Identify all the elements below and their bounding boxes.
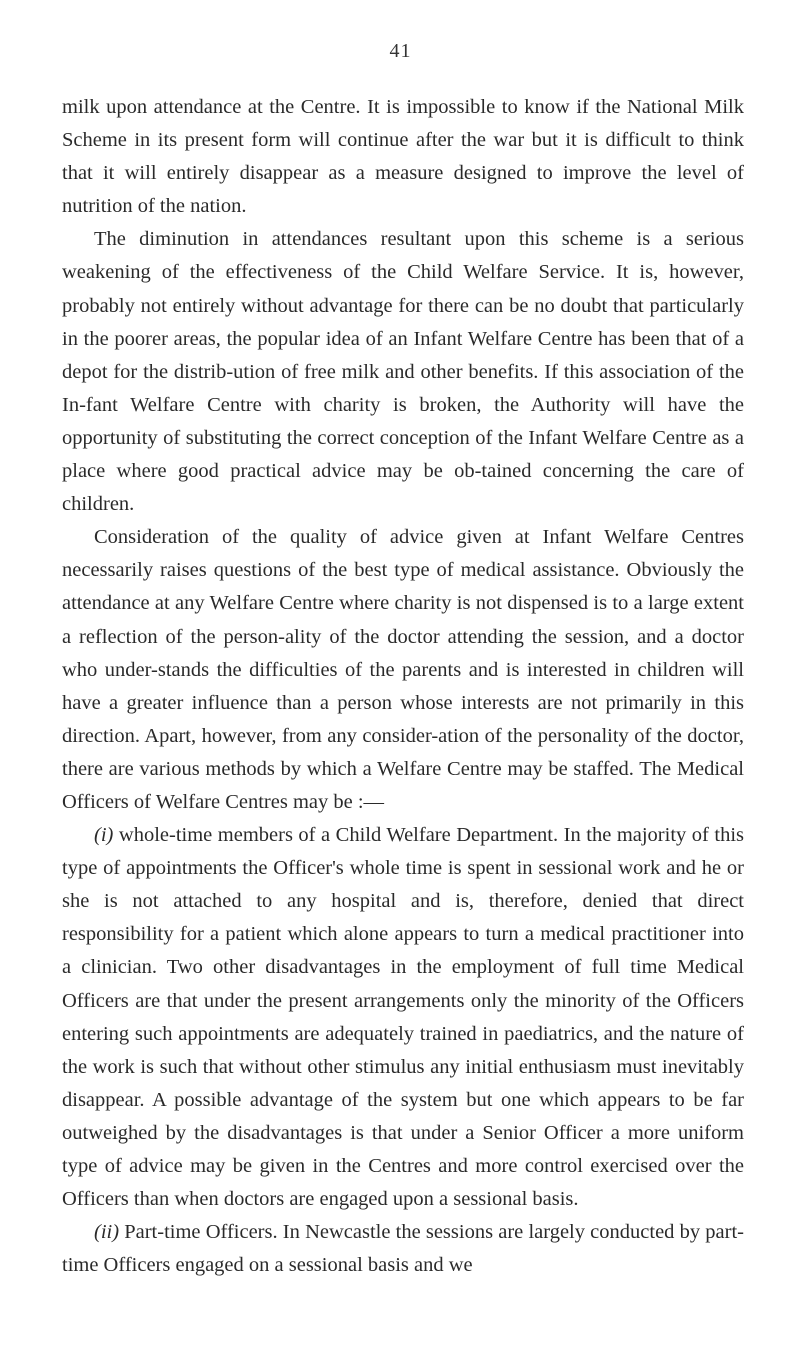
enumeration-marker: (i) [94, 824, 114, 847]
paragraph-text: whole-time members of a Child Welfare Department. In the majority of this type of appointments the Officer's whole time is spent in sessional work and he or she is not attached to any hospital and is, therefore, denied that direct responsibility for a patient which alone appears to turn a medical practitioner into a clinician. Two other disadvantages in the employment of full time Medical Officers are that under the present arrangements only the minority of the Officers entering such appointments are adequately trained in paediatrics, and the nature of the work is such that without other stimulus any initial enthusiasm must inevitably disappear. A possible advantage of the system but one which appears to be far outweighed by the disadvantages is that under a Senior Officer a more uniform type of advice may be given in the Centres and more control exercised over the Officers than when doctors are engaged upon a sessional basis. [62, 824, 745, 1211]
enumeration-marker: (ii) [94, 1221, 120, 1244]
body-text [62, 91, 744, 1282]
page-number: 41 [389, 40, 412, 62]
paragraph: milk upon attendance at the Centre. It is impossible to know if the National Milk Scheme in its present form will continue after the war but it is difficult to think that it will entirely disappear as a measure designed to improve the level of nutrition of the nation. [62, 96, 744, 218]
paragraph: Consideration of the quality of advice given at Infant Welfare Centres necessarily raises questions of the best type of medical assistance. Obviously the attendance at any Welfare Centre where charity is not dispensed is to a large extent a reflection of the person-ality of the doctor attending the session, and a doctor who under-stands the difficulties of the parents and is interested in children will have a greater influence than a person whose interests are not primarily in this direction. Apart, however, from any consider-ation of the personality of the doctor, there are various methods by which a Welfare Centre may be staffed. The Medical Officers of Welfare Centres may be :— [62, 526, 744, 813]
paragraph: The diminution in attendances resultant upon this scheme is a serious weakening of the effectiveness of the Child Welfare Service. It is, however, probably not entirely without advantage for there can be no doubt that particularly in the poorer areas, the popular idea of an Infant Welfare Centre has been that of a depot for the distrib-ution of free milk and other benefits. If this association of the In-fant Welfare Centre with charity is broken, the Authority will have the opportunity of substituting the correct conception of the Infant Welfare Centre as a place where good practical advice may be ob-tained concerning the care of children. [62, 228, 744, 516]
paragraph-text: Part-time Officers. In Newcastle the sessions are largely conducted by part-time Officers engaged on a sessional basis and we [62, 1221, 744, 1277]
paragraph-enumerated [62, 1216, 744, 1282]
paragraph-enumerated [62, 819, 744, 1216]
